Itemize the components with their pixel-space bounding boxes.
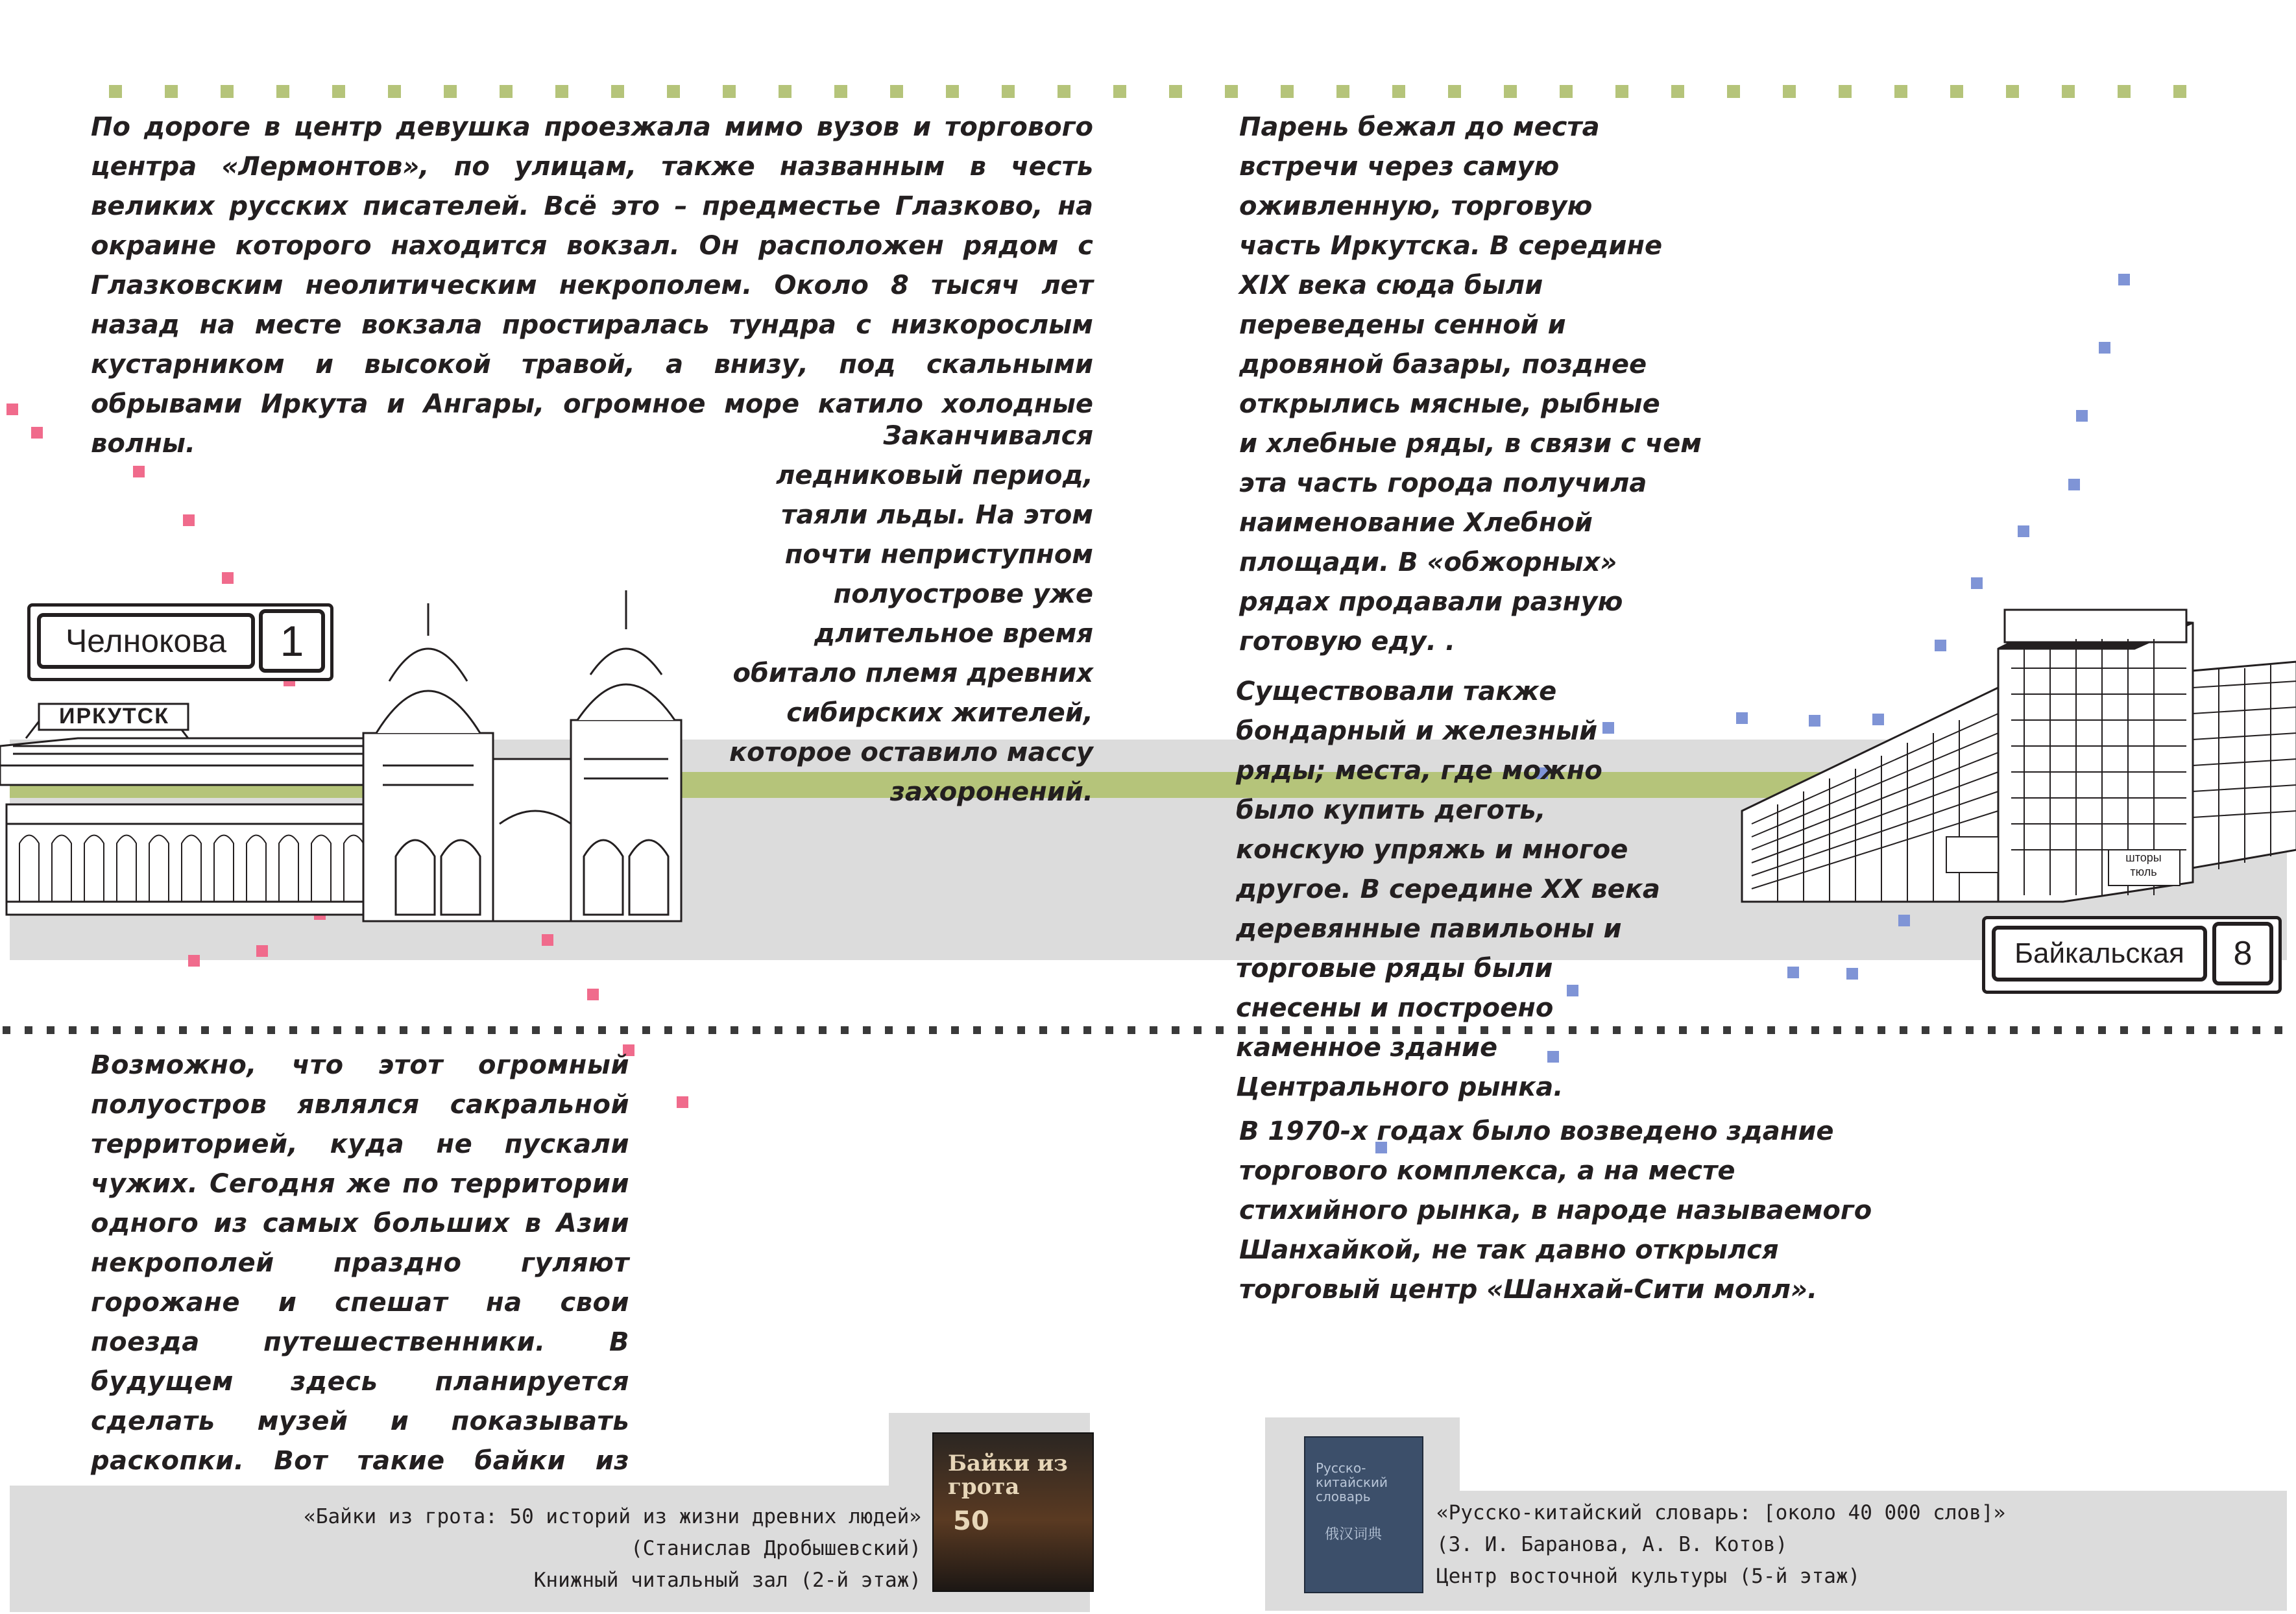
book-cover-right-title: Русско-китайский словарь: [1316, 1460, 1388, 1504]
book-title-left: «Байки из грота: 50 историй из жизни древних людей»: [304, 1505, 921, 1528]
market-line: рядах продавали разную: [1239, 587, 1623, 617]
book-author-right: (З. И. Баранова, А. В. Котов): [1436, 1533, 1788, 1556]
rows-line: другое. В середине XX века: [1236, 874, 1660, 904]
rows-line: было купить деготь,: [1236, 795, 1546, 825]
seventies-line: торгового комплекса, а на месте: [1239, 1156, 1735, 1186]
glacial-line: полуострове уже: [833, 579, 1093, 609]
stop-sign-baikalskaya: [1982, 916, 2282, 994]
glacial-line: которое оставило массу: [729, 738, 1093, 767]
stop-name-box: [1992, 926, 2207, 982]
station-name-label: ИРКУТСК: [59, 704, 169, 729]
rows-line: конскую упряжь и многое: [1236, 835, 1628, 865]
rows-line: ряды; места, где можно: [1236, 756, 1602, 786]
stop-number: 1: [280, 617, 304, 665]
intro-paragraph: По дороге в центр девушка проезжала мимо вузов и торгового центра «Лермонтов», по улицам, также названным в честь великих русских писателей. Всё это – предместье Глазково, на окраине которого находится вокзал. Он расположен рядом с Глазковским неолитическим некрополем. Около 8 тысяч лет назад на месте вокзала простиралась тундра с низкорослым кустарником и высокой травой, а внизу, под скальными обрывами Иркута и Ангары, огромное море катило холодные волны.: [91, 112, 1093, 459]
book-cover-left-title: Байки из грота: [948, 1451, 1068, 1500]
book-caption-right: [1436, 1497, 2215, 1593]
blue-dot: [1846, 968, 1858, 980]
rows-line: торговые ряды были: [1236, 954, 1553, 983]
stop-name-box: [37, 613, 255, 669]
stop-number: 8: [2233, 935, 2253, 972]
glacial-line: сибирских жителей,: [786, 698, 1093, 728]
rows-line: бондарный и железный: [1236, 716, 1598, 746]
glacial-paragraph: [701, 416, 1093, 812]
market-line: Парень бежал до места: [1239, 112, 1600, 142]
market-line: готовую еду. .: [1239, 627, 1456, 656]
stop-sign-chelnokova: [27, 603, 333, 681]
rows-line: Существовали также: [1236, 677, 1557, 706]
market-line: и хлебные ряды, в связи с чем: [1239, 429, 1702, 459]
book-title-right: «Русско-китайский словарь: [около 40 000 слов]»: [1436, 1501, 2006, 1524]
building-sign: [2110, 850, 2177, 883]
glacial-line: длительное время: [814, 619, 1093, 649]
seventies-line: торговый центр «Шанхай-Сити молл».: [1239, 1275, 1818, 1305]
glacial-line: захоронений.: [889, 777, 1093, 807]
rows-line: деревянные павильоны и: [1236, 914, 1622, 944]
building-sign-line: тюль: [2130, 865, 2157, 878]
blue-dot: [2118, 274, 2130, 285]
book-location-right: Центр восточной культуры (5-й этаж): [1436, 1565, 1861, 1588]
market-line: встречи через самую: [1239, 152, 1560, 182]
market-line: часть Иркутска. В середине: [1239, 231, 1663, 261]
market-line: оживленную, торговую: [1239, 191, 1593, 221]
rows-paragraph: [1236, 672, 1703, 1107]
seventies-paragraph: [1239, 1112, 1888, 1310]
rows-line: снесены и построено: [1236, 993, 1554, 1023]
building-sign-line: шторы: [2125, 851, 2162, 864]
seventies-line: стихийного рынка, в народе называемого: [1239, 1196, 1872, 1225]
market-line: дровяной базары, позднее: [1239, 350, 1647, 379]
book-author-left: (Станислав Дробышевский): [631, 1537, 921, 1560]
blue-dot: [1787, 967, 1799, 978]
lower-left-paragraph: Возможно, что этот огромный полуостров являлся сакральной территорией, куда не пускали чужих. Сегодня же по территории одного из самых больших в Азии некрополей праздно гуляют горожане и спешат на свои поезда путешественники. В будущем здесь планируется сделать музей и показывать раскопки. Вот такие байки из: [91, 1050, 629, 1476]
market-line: эта часть города получила: [1239, 468, 1647, 498]
blue-dot: [2018, 525, 2029, 537]
book-cover-right: [1304, 1436, 1423, 1593]
blue-dot: [2068, 479, 2080, 490]
market-line: площади. В «обжорных»: [1239, 548, 1617, 577]
market-line: переведены сенной и: [1239, 310, 1566, 340]
stop-number-box: [2212, 922, 2273, 985]
stop-name: Челнокова: [65, 623, 227, 659]
stop-number-box: [259, 609, 325, 673]
glacial-line: Заканчивался: [883, 421, 1093, 451]
glacial-line: таяли льды. На этом: [781, 500, 1093, 530]
book-location-left: Книжный читальный зал (2-й этаж): [533, 1569, 921, 1592]
blue-dot: [1898, 915, 1910, 926]
book-cover-left-number: 50: [953, 1506, 989, 1536]
seventies-line: Шанхайкой, не так давно открылся: [1239, 1235, 1779, 1265]
blue-dot: [2076, 410, 2088, 422]
glacial-line: обитало племя древних: [732, 658, 1093, 688]
rows-line: Центрального рынка.: [1236, 1072, 1564, 1102]
central-market-illustration: [1739, 577, 2296, 908]
seventies-line: В 1970-х годах было возведено здание: [1239, 1116, 1834, 1146]
book-caption-left: [195, 1501, 921, 1596]
market-line: наименование Хлебной: [1239, 508, 1593, 538]
market-line: XIX века сюда были: [1239, 271, 1543, 300]
glacial-line: ледниковый период,: [776, 461, 1093, 490]
blue-dot: [2099, 342, 2110, 354]
market-line: открылись мясные, рыбные: [1239, 389, 1660, 419]
rows-line: каменное здание: [1236, 1033, 1498, 1063]
glacial-line: почти неприступном: [784, 540, 1093, 570]
stop-name: Байкальская: [2014, 937, 2184, 969]
market-paragraph: [1239, 108, 1706, 662]
book-cover-right-chinese: 俄汉词典: [1325, 1526, 1383, 1543]
book-cover-left: [932, 1432, 1094, 1592]
